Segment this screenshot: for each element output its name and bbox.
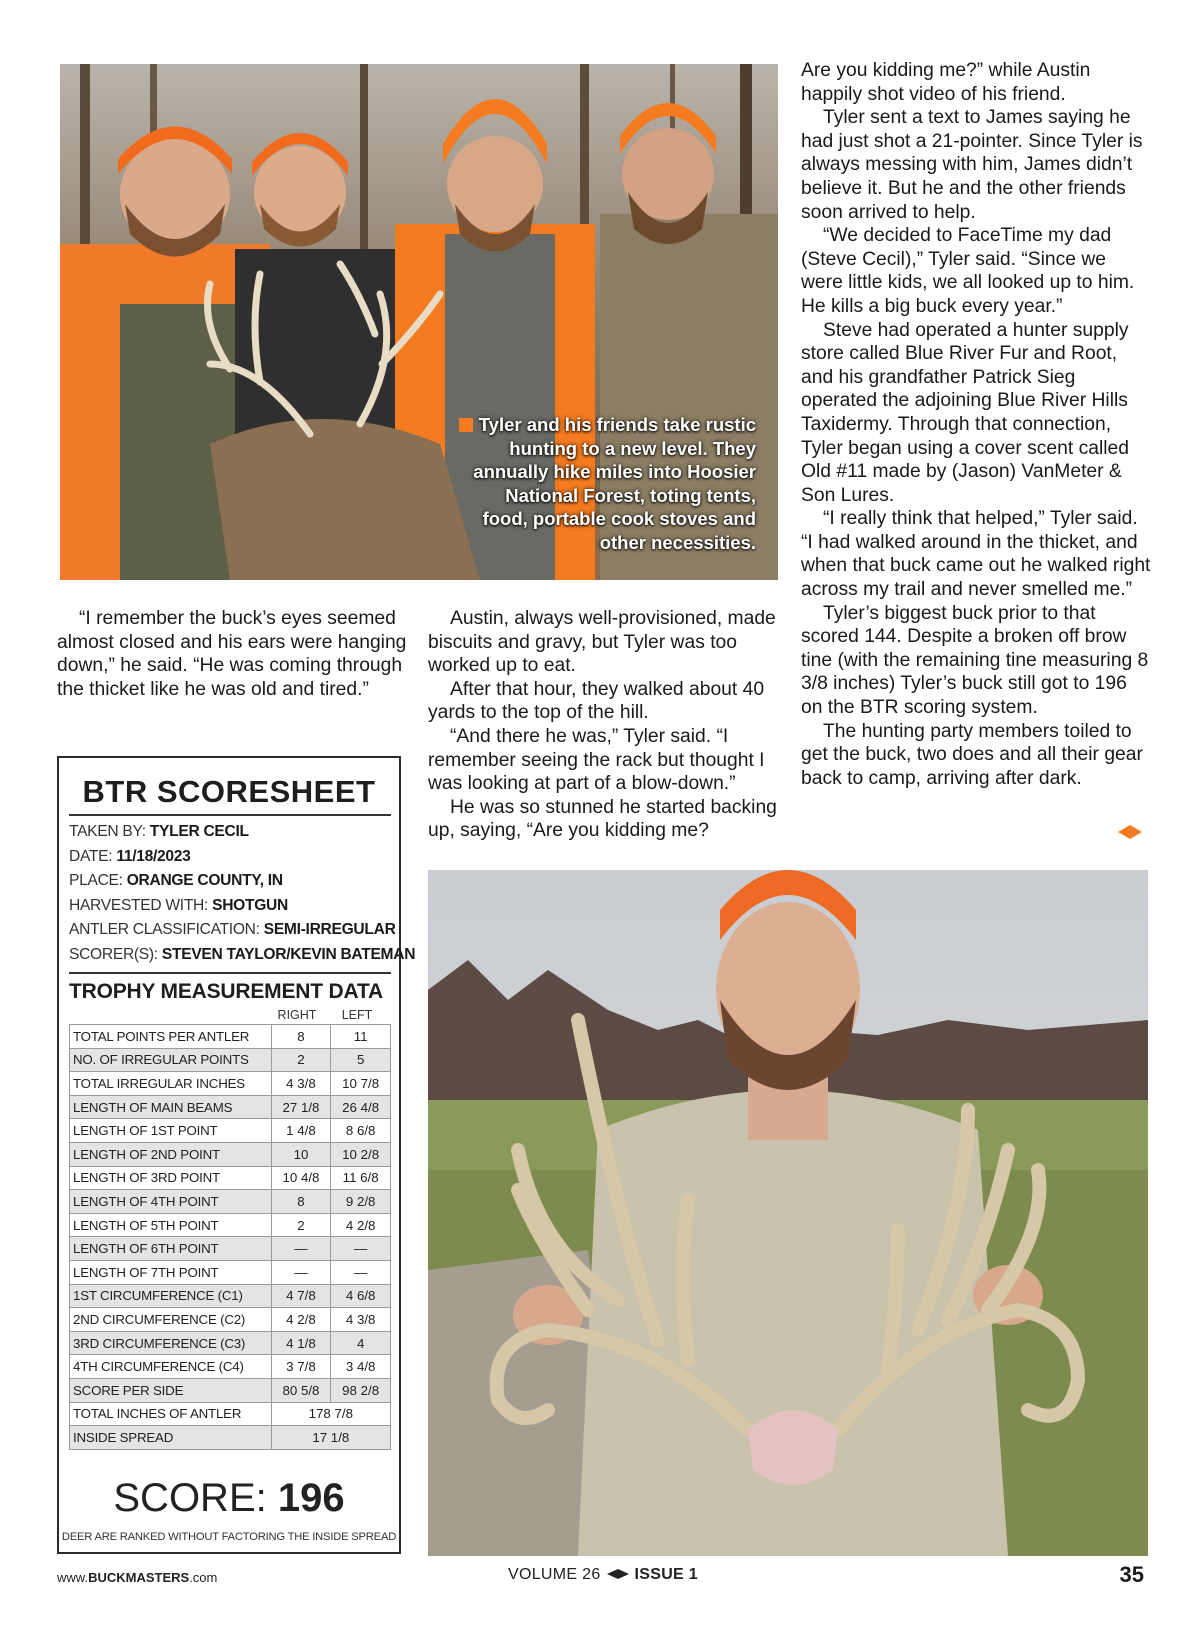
scoresheet-info [69, 820, 416, 967]
footer-url-brand: BUCKMASTERS [88, 1570, 190, 1585]
info-value: SHOTGUN [212, 896, 288, 914]
info-value: STEVEN TAYLOR/KEVIN BATEMAN [161, 945, 416, 963]
table-row [70, 1190, 391, 1214]
left-value: 3 4/8 [331, 1355, 391, 1379]
footer-url-prefix: www. [57, 1570, 89, 1585]
scoresheet-divider [69, 814, 391, 816]
info-value: ORANGE COUNTY, IN [126, 872, 283, 889]
table-row-total-inches [70, 1402, 391, 1426]
info-row-place [69, 869, 391, 894]
right-value: 8 [271, 1190, 331, 1214]
footer-diamond-icon [607, 1569, 629, 1579]
table-row [70, 1237, 391, 1261]
right-value: 10 4/8 [271, 1166, 331, 1190]
article-column-left [57, 607, 413, 701]
right-value: — [271, 1237, 331, 1261]
row-label: LENGTH OF 3RD POINT [70, 1166, 272, 1190]
row-label: TOTAL POINTS PER ANTLER [70, 1025, 272, 1049]
article-paragraph: “And there he was,” Tyler said. “I remember seeing the rack but thought I was looking at part of a blow-down.” [428, 725, 765, 795]
trophy-measurement-heading: TROPHY MEASUREMENT DATA [69, 980, 383, 1003]
row-label: TOTAL INCHES OF ANTLER [70, 1402, 272, 1426]
row-label: LENGTH OF 5TH POINT [70, 1213, 272, 1237]
article-paragraph: “We decided to FaceTime my dad (Steve Cecil),” Tyler said. “Since we were little kids, we all looked up to him. He kills a big buck every year.” [801, 225, 1135, 317]
row-label: LENGTH OF 4TH POINT [70, 1190, 272, 1214]
right-value: 3 7/8 [271, 1355, 331, 1379]
info-value: SEMI-IRREGULAR [263, 921, 396, 938]
left-value: 8 6/8 [331, 1119, 391, 1143]
table-row [70, 1260, 391, 1284]
table-row [70, 1025, 391, 1049]
left-value: 4 6/8 [331, 1284, 391, 1308]
right-value: 4 1/8 [271, 1331, 331, 1355]
table-row [70, 1142, 391, 1166]
hunters-group-photo [60, 64, 778, 580]
table-row [70, 1331, 391, 1355]
info-label: HARVESTED WITH: [69, 896, 209, 914]
footer-url-suffix: .com [189, 1570, 218, 1585]
article-paragraph: “I really think that helped,” Tyler said. “I had walked around in the thicket, and when that buck came out he walked right across my trail and never smelled me.” [801, 508, 1151, 601]
footer-issue: ISSUE 1 [634, 1566, 698, 1583]
article-paragraph: Tyler’s biggest buck prior to that scored 144. Despite a broken off brow tine (with the remaining tine measuring 8 3/8 inches) Tyler’s buck still got to 196 on the BTR scoring system. [801, 602, 1149, 719]
article-paragraph: Steve had operated a hunter supply store called Blue River Fur and Root, and his grandfather Patrick Sieg operated the adjoining Blue River Hills Taxidermy. Through that connection, Tyler began using a cover scent called Old #11 made by (Jason) VanMeter & Son Lures. [801, 319, 1129, 506]
info-row-date [69, 845, 391, 870]
row-label: INSIDE SPREAD [70, 1426, 272, 1450]
score-label: SCORE: [113, 1476, 267, 1520]
right-value: 27 1/8 [271, 1095, 331, 1119]
row-label: LENGTH OF 2ND POINT [70, 1142, 272, 1166]
article-column-right [801, 59, 1151, 790]
left-value: — [331, 1260, 391, 1284]
article-paragraph: Tyler sent a text to James saying he had just shot a 21-pointer. Since Tyler is always messing with him, James didn’t believe it. But he and the other friends soon arrived to help. [801, 107, 1143, 223]
column-header-left: LEFT [341, 1008, 373, 1022]
page-number: 35 [1119, 1562, 1144, 1587]
row-label: NO. OF IRREGULAR POINTS [70, 1048, 272, 1072]
table-row [70, 1095, 391, 1119]
final-score [59, 1476, 399, 1521]
caption-bullet-square [459, 418, 473, 432]
photo-caption [456, 413, 756, 554]
row-label: LENGTH OF 7TH POINT [70, 1260, 272, 1284]
info-label: DATE: [69, 847, 113, 865]
left-value: 10 2/8 [331, 1142, 391, 1166]
article-paragraph: The hunting party members toiled to get the buck, two does and all their gear back to camp, arriving after dark. [801, 720, 1143, 789]
hunter-with-antlers-photo [428, 870, 1148, 1556]
left-value: 98 2/8 [331, 1378, 391, 1402]
left-value: 11 6/8 [331, 1166, 391, 1190]
footer-volume: VOLUME 26 [508, 1566, 601, 1583]
row-label: 3RD CIRCUMFERENCE (C3) [70, 1331, 272, 1355]
table-row-inside-spread [70, 1426, 391, 1450]
info-value: 11/18/2023 [116, 847, 191, 865]
info-label: ANTLER CLASSIFICATION: [69, 921, 260, 938]
row-label: LENGTH OF 1ST POINT [70, 1119, 272, 1143]
btr-scoresheet [57, 756, 416, 1554]
scoresheet-title: BTR SCORESHEET [82, 774, 376, 809]
left-value: 5 [331, 1048, 391, 1072]
table-row [70, 1308, 391, 1332]
scoresheet-divider [69, 972, 391, 974]
info-label: PLACE: [69, 872, 123, 889]
column-header-right: RIGHT [277, 1008, 317, 1022]
table-row [70, 1213, 391, 1237]
table-row [70, 1166, 391, 1190]
left-value: 4 [331, 1331, 391, 1355]
article-paragraph: After that hour, they walked about 40 yards to the top of the hill. [428, 678, 765, 724]
info-row-antler-classification [69, 918, 396, 943]
score-value: 196 [277, 1476, 345, 1520]
right-value: 4 2/8 [271, 1308, 331, 1332]
info-value: TYLER CECIL [149, 823, 249, 840]
info-row-taken-by [69, 820, 391, 845]
table-row [70, 1378, 391, 1402]
left-value: 4 2/8 [331, 1213, 391, 1237]
article-paragraph: Austin, always well-provisioned, made biscuits and gravy, but Tyler was too worked up to eat. [428, 608, 776, 677]
left-value: 26 4/8 [331, 1095, 391, 1119]
right-value: 2 [271, 1213, 331, 1237]
article-paragraph: “I remember the buck’s eyes seemed almost closed and his ears were hanging down,” he said. “He was coming through the thicket like he was old and tired.” [57, 608, 407, 700]
right-value: 4 7/8 [271, 1284, 331, 1308]
row-label: TOTAL IRREGULAR INCHES [70, 1072, 272, 1096]
footer-website [57, 1570, 217, 1585]
row-label: 2ND CIRCUMFERENCE (C2) [70, 1308, 272, 1332]
left-value: 10 7/8 [331, 1072, 391, 1096]
left-value: 9 2/8 [331, 1190, 391, 1214]
measurement-table [69, 1024, 391, 1450]
right-value: 4 3/8 [271, 1072, 331, 1096]
table-row [70, 1072, 391, 1096]
table-row [70, 1355, 391, 1379]
total-inches-value: 178 7/8 [271, 1402, 390, 1426]
left-value: 11 [331, 1025, 391, 1049]
info-row-harvested-with [69, 894, 391, 919]
left-value: 4 3/8 [331, 1308, 391, 1332]
info-row-scorers [69, 943, 416, 968]
row-label: LENGTH OF 6TH POINT [70, 1237, 272, 1261]
right-value: 2 [271, 1048, 331, 1072]
right-value: 8 [271, 1025, 331, 1049]
article-paragraph: Are you kidding me?” while Austin happily shot video of his friend. [801, 60, 1091, 105]
photo-caption-text: Tyler and his friends take rustic hunting to a new level. They annually hike miles into Hoosier National Forest, toting tents, food, portable cook stoves and other necessities. [473, 414, 756, 553]
right-value: — [271, 1260, 331, 1284]
right-value: 1 4/8 [271, 1119, 331, 1143]
info-label: SCORER(S): [69, 945, 158, 963]
footer-volume-issue [508, 1566, 698, 1584]
right-value: 80 5/8 [271, 1378, 331, 1402]
table-row [70, 1284, 391, 1308]
scoresheet-footnote: DEER ARE RANKED WITHOUT FACTORING THE INSIDE SPREAD [61, 1531, 397, 1543]
table-row [70, 1119, 391, 1143]
right-value: 10 [271, 1142, 331, 1166]
table-row [70, 1048, 391, 1072]
row-label: LENGTH OF MAIN BEAMS [70, 1095, 272, 1119]
row-label: 1ST CIRCUMFERENCE (C1) [70, 1284, 272, 1308]
row-label: SCORE PER SIDE [70, 1378, 272, 1402]
info-label: TAKEN BY: [69, 823, 146, 840]
article-column-middle [428, 607, 778, 843]
row-label: 4TH CIRCUMFERENCE (C4) [70, 1355, 272, 1379]
inside-spread-value: 17 1/8 [271, 1426, 390, 1450]
end-of-story-diamond-icon [1118, 825, 1142, 839]
article-paragraph: He was so stunned he started backing up, saying, “Are you kidding me? [428, 796, 777, 842]
hunter-with-antlers-illustration [428, 870, 1148, 1556]
left-value: — [331, 1237, 391, 1261]
